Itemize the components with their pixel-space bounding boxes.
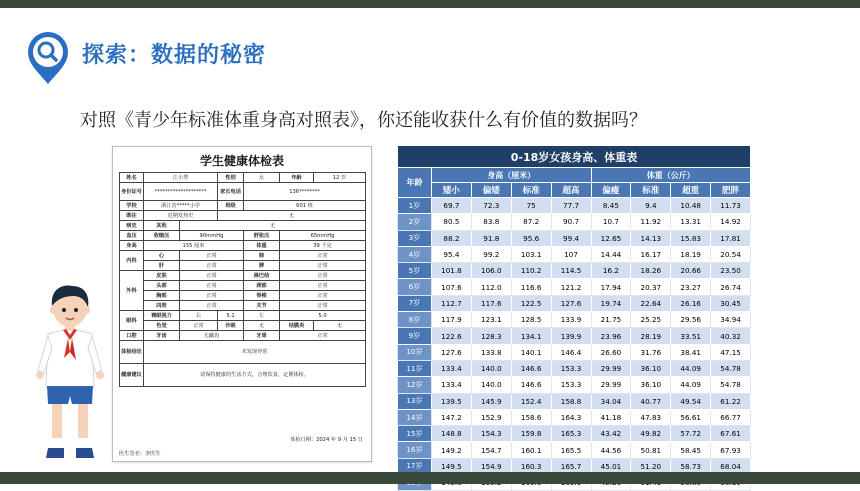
age-cell: 7岁 bbox=[398, 295, 432, 311]
top-bar bbox=[0, 0, 860, 8]
table-cell: 11.73 bbox=[711, 198, 751, 214]
table-cell: 29.99 bbox=[591, 360, 631, 376]
table-row bbox=[398, 426, 751, 442]
form-cell: 四肢 bbox=[144, 301, 180, 311]
table-cell: 26.60 bbox=[591, 344, 631, 360]
table-cell: 139.5 bbox=[432, 393, 472, 409]
table-body bbox=[398, 198, 751, 491]
table-cell: 101.8 bbox=[432, 263, 472, 279]
form-cell: 淋巴结 bbox=[244, 271, 280, 281]
table-row bbox=[398, 246, 751, 262]
table-cell: 99.4 bbox=[551, 230, 591, 246]
table-cell: 145.9 bbox=[471, 393, 511, 409]
form-cell: 右 bbox=[180, 311, 218, 321]
form-cell: 姓名 bbox=[120, 173, 144, 183]
age-cell: 6岁 bbox=[398, 279, 432, 295]
form-cell: 其他 bbox=[144, 221, 180, 231]
form-cell: 未发现异常 bbox=[144, 341, 366, 364]
table-cell: 44.09 bbox=[671, 377, 711, 393]
table-cell: 17.94 bbox=[591, 279, 631, 295]
form-cell: 601 班 bbox=[244, 201, 366, 211]
table-cell: 51.20 bbox=[631, 458, 671, 474]
form-cell: 正常 bbox=[180, 321, 218, 331]
table-cell: 25.25 bbox=[631, 312, 671, 328]
table-cell: 61.22 bbox=[711, 393, 751, 409]
table-row bbox=[398, 409, 751, 425]
form-cell: 无 bbox=[244, 321, 280, 331]
table-cell: 36.10 bbox=[631, 360, 671, 376]
table-cell: 20.54 bbox=[711, 246, 751, 262]
table-caption: 0-18岁女孩身高、体重表 bbox=[398, 146, 751, 168]
age-cell: 14岁 bbox=[398, 409, 432, 425]
table-cell: 9.4 bbox=[631, 198, 671, 214]
table-cell: 43.42 bbox=[591, 426, 631, 442]
age-cell: 3岁 bbox=[398, 230, 432, 246]
form-cell: 肺 bbox=[244, 251, 280, 261]
table-row bbox=[398, 377, 751, 393]
table-cell: 133.8 bbox=[471, 344, 511, 360]
table-cell: 8.45 bbox=[591, 198, 631, 214]
column-header: 超高 bbox=[551, 183, 591, 198]
table-cell: 50.81 bbox=[631, 442, 671, 458]
form-cell: 无 bbox=[314, 321, 366, 331]
table-cell: 47.83 bbox=[631, 409, 671, 425]
table-row bbox=[398, 344, 751, 360]
table-cell: 23.50 bbox=[711, 263, 751, 279]
form-cell: 体检结论 bbox=[120, 341, 144, 364]
form-cell: 心 bbox=[144, 251, 180, 261]
table-cell: 18.26 bbox=[631, 263, 671, 279]
table-cell: 40.32 bbox=[711, 328, 751, 344]
form-cell: 正常 bbox=[280, 261, 366, 271]
table-cell: 31.76 bbox=[631, 344, 671, 360]
table-cell: 19.74 bbox=[591, 295, 631, 311]
column-header: 偏瘦 bbox=[591, 183, 631, 198]
table-cell: 17.81 bbox=[711, 230, 751, 246]
column-header: 标准 bbox=[631, 183, 671, 198]
age-cell: 16岁 bbox=[398, 442, 432, 458]
form-cell: 颈部 bbox=[244, 281, 280, 291]
table-cell: 134.1 bbox=[511, 328, 551, 344]
form-cell: 既往 bbox=[120, 211, 144, 221]
table-cell: 127.6 bbox=[551, 295, 591, 311]
age-cell: 13岁 bbox=[398, 393, 432, 409]
form-cell: 沙眼 bbox=[218, 321, 244, 331]
exam-date: 体检日期：2024 年 9 月 15 日 bbox=[290, 437, 363, 443]
table-cell: 10.7 bbox=[591, 214, 631, 230]
table-cell: 23.96 bbox=[591, 328, 631, 344]
form-cell: 脊椎 bbox=[244, 291, 280, 301]
form-cell: 5.1 bbox=[218, 311, 244, 321]
table-cell: 99.2 bbox=[471, 246, 511, 262]
weight-group-header: 体重（公斤） bbox=[591, 168, 751, 183]
table-row bbox=[398, 230, 751, 246]
table-row bbox=[398, 328, 751, 344]
table-cell: 30.45 bbox=[711, 295, 751, 311]
form-cell: 浙江省*****小学 bbox=[144, 201, 218, 211]
form-cell: 牙齿 bbox=[144, 331, 180, 341]
table-cell: 139.9 bbox=[551, 328, 591, 344]
table-cell: 72.3 bbox=[471, 198, 511, 214]
table-cell: 146.6 bbox=[511, 360, 551, 376]
table-cell: 41.18 bbox=[591, 409, 631, 425]
table-cell: 66.77 bbox=[711, 409, 751, 425]
table-cell: 106.0 bbox=[471, 263, 511, 279]
form-cell: 5.0 bbox=[280, 311, 366, 321]
form-cell: 正常 bbox=[280, 291, 366, 301]
form-cell: 近期发热史 bbox=[144, 211, 218, 221]
table-cell: 16.2 bbox=[591, 263, 631, 279]
table-cell: 91.8 bbox=[471, 230, 511, 246]
table-cell: 112.0 bbox=[471, 279, 511, 295]
form-cell: 家长电话 bbox=[218, 183, 244, 201]
table-cell: 29.56 bbox=[671, 312, 711, 328]
table-row bbox=[398, 360, 751, 376]
form-cell: 正常 bbox=[180, 271, 244, 281]
age-cell: 10岁 bbox=[398, 344, 432, 360]
table-cell: 133.9 bbox=[551, 312, 591, 328]
form-cell: 无龋齿 bbox=[180, 331, 244, 341]
table-cell: 22.64 bbox=[631, 295, 671, 311]
column-header: 偏矮 bbox=[471, 183, 511, 198]
age-cell: 5岁 bbox=[398, 263, 432, 279]
form-cell: 头部 bbox=[144, 281, 180, 291]
table-cell: 116.6 bbox=[511, 279, 551, 295]
table-cell: 29.99 bbox=[591, 377, 631, 393]
table-cell: 87.2 bbox=[511, 214, 551, 230]
form-cell: 血压 bbox=[120, 231, 144, 241]
table-cell: 140.0 bbox=[471, 360, 511, 376]
form-cell: 体重 bbox=[244, 241, 280, 251]
table-cell: 90.7 bbox=[551, 214, 591, 230]
table-cell: 122.5 bbox=[511, 295, 551, 311]
form-cell: 关节 bbox=[244, 301, 280, 311]
table-cell: 40.77 bbox=[631, 393, 671, 409]
form-cell: 病史 bbox=[120, 221, 144, 231]
page-title: 探索：数据的秘密 bbox=[82, 43, 267, 68]
table-cell: 54.78 bbox=[711, 377, 751, 393]
table-row bbox=[398, 295, 751, 311]
form-cell: 胸部 bbox=[144, 291, 180, 301]
table-cell: 153.3 bbox=[551, 360, 591, 376]
table-cell: 28.19 bbox=[631, 328, 671, 344]
table-cell: 16.17 bbox=[631, 246, 671, 262]
table-cell: 58.73 bbox=[671, 458, 711, 474]
table-cell: 158.8 bbox=[551, 393, 591, 409]
table-cell: 122.6 bbox=[432, 328, 472, 344]
age-cell: 8岁 bbox=[398, 312, 432, 328]
table-row bbox=[398, 214, 751, 230]
table-cell: 12.65 bbox=[591, 230, 631, 246]
table-cell: 10.48 bbox=[671, 198, 711, 214]
table-cell: 110.2 bbox=[511, 263, 551, 279]
table-cell: 107 bbox=[551, 246, 591, 262]
table-cell: 114.5 bbox=[551, 263, 591, 279]
table-cell: 121.2 bbox=[551, 279, 591, 295]
table-cell: 165.7 bbox=[551, 458, 591, 474]
table-cell: 117.6 bbox=[471, 295, 511, 311]
table-cell: 14.44 bbox=[591, 246, 631, 262]
form-cell: 眼科 bbox=[120, 311, 144, 331]
form-cell: 裸眼视力 bbox=[144, 311, 180, 321]
form-cell: 舒张压 bbox=[244, 231, 280, 241]
age-cell: 15岁 bbox=[398, 426, 432, 442]
table-cell: 18.19 bbox=[671, 246, 711, 262]
age-cell: 11岁 bbox=[398, 360, 432, 376]
age-cell: 17岁 bbox=[398, 458, 432, 474]
table-cell: 103.1 bbox=[511, 246, 551, 262]
column-header: 超重 bbox=[671, 183, 711, 198]
table-cell: 14.92 bbox=[711, 214, 751, 230]
form-cell: 90mmHg bbox=[180, 231, 244, 241]
table-cell: 68.04 bbox=[711, 458, 751, 474]
student-illustration bbox=[30, 278, 110, 466]
table-cell: 154.9 bbox=[471, 458, 511, 474]
form-cell: 脾 bbox=[244, 261, 280, 271]
form-cell: 正常 bbox=[180, 261, 244, 271]
form-cell: 江小慧 bbox=[144, 173, 218, 183]
table-cell: 95.4 bbox=[432, 246, 472, 262]
table-row bbox=[398, 393, 751, 409]
table-cell: 165.5 bbox=[551, 442, 591, 458]
column-header: 肥胖 bbox=[711, 183, 751, 198]
table-cell: 158.6 bbox=[511, 409, 551, 425]
form-cell: 136******** bbox=[244, 183, 366, 201]
form-cell: 结膜炎 bbox=[280, 321, 314, 331]
table-row bbox=[398, 279, 751, 295]
table-cell: 26.16 bbox=[671, 295, 711, 311]
form-cell: 肝 bbox=[144, 261, 180, 271]
form-table bbox=[119, 172, 366, 387]
table-cell: 26.74 bbox=[711, 279, 751, 295]
table-cell: 127.6 bbox=[432, 344, 472, 360]
table-cell: 47.15 bbox=[711, 344, 751, 360]
table-cell: 149.2 bbox=[432, 442, 472, 458]
table-cell: 153.3 bbox=[551, 377, 591, 393]
form-cell: 正常 bbox=[280, 281, 366, 291]
table-cell: 133.4 bbox=[432, 377, 472, 393]
table-cell: 112.7 bbox=[432, 295, 472, 311]
form-cell: 正常 bbox=[280, 331, 366, 341]
table-cell: 67.93 bbox=[711, 442, 751, 458]
table-cell: 88.2 bbox=[432, 230, 472, 246]
form-cell: 性别 bbox=[218, 173, 244, 183]
form-cell: 牙周 bbox=[244, 331, 280, 341]
age-header: 年龄 bbox=[398, 168, 432, 198]
table-cell: 165.3 bbox=[551, 426, 591, 442]
table-cell: 34.04 bbox=[591, 393, 631, 409]
table-cell: 107.6 bbox=[432, 279, 472, 295]
table-cell: 123.1 bbox=[471, 312, 511, 328]
table-cell: 23.27 bbox=[671, 279, 711, 295]
table-cell: 146.6 bbox=[511, 377, 551, 393]
table-cell: 15.83 bbox=[671, 230, 711, 246]
table-cell: 149.5 bbox=[432, 458, 472, 474]
form-cell: 正常 bbox=[280, 271, 366, 281]
table-cell: 38.41 bbox=[671, 344, 711, 360]
height-group-header: 身高（厘米） bbox=[432, 168, 592, 183]
table-cell: 57.72 bbox=[671, 426, 711, 442]
table-cell: 83.8 bbox=[471, 214, 511, 230]
table-row bbox=[398, 442, 751, 458]
table-cell: 45.01 bbox=[591, 458, 631, 474]
table-cell: 154.7 bbox=[471, 442, 511, 458]
question-text: 对照《青少年标准体重身高对照表》，你还能收获什么有价值的数据吗？ bbox=[80, 110, 647, 131]
table-cell: 20.37 bbox=[631, 279, 671, 295]
table-cell: 67.61 bbox=[711, 426, 751, 442]
table-cell: 128.5 bbox=[511, 312, 551, 328]
form-cell: 年龄 bbox=[280, 173, 314, 183]
table-cell: 148.8 bbox=[432, 426, 472, 442]
form-cell: 皮肤 bbox=[144, 271, 180, 281]
table-cell: 147.2 bbox=[432, 409, 472, 425]
form-cell: 无 bbox=[180, 221, 366, 231]
column-header: 矮小 bbox=[432, 183, 472, 198]
form-cell: 正常 bbox=[280, 251, 366, 261]
form-cell: 内科 bbox=[120, 251, 144, 271]
table-cell: 58.45 bbox=[671, 442, 711, 458]
table-cell: 44.56 bbox=[591, 442, 631, 458]
table-cell: 159.8 bbox=[511, 426, 551, 442]
table-cell: 140.0 bbox=[471, 377, 511, 393]
form-cell: ******************** bbox=[144, 183, 218, 201]
age-cell: 12岁 bbox=[398, 377, 432, 393]
form-cell: 正常 bbox=[180, 281, 244, 291]
table-cell: 80.5 bbox=[432, 214, 472, 230]
form-cell: 请保持健康的生活方式，合理饮食，定期体检。 bbox=[144, 364, 366, 387]
form-cell: 65mmHg bbox=[280, 231, 366, 241]
form-cell: 正常 bbox=[180, 291, 244, 301]
form-cell: 外科 bbox=[120, 271, 144, 311]
form-cell: 正常 bbox=[180, 301, 244, 311]
form-cell: 班级 bbox=[218, 201, 244, 211]
doctor-signature: 医生签名：李医生 bbox=[119, 451, 161, 457]
form-cell: 左 bbox=[244, 311, 280, 321]
table-cell: 14.13 bbox=[631, 230, 671, 246]
table-row bbox=[398, 312, 751, 328]
form-title: 学生健康体检表 bbox=[199, 154, 284, 168]
table-cell: 21.75 bbox=[591, 312, 631, 328]
form-cell: 身高 bbox=[120, 241, 144, 251]
table-cell: 20.66 bbox=[671, 263, 711, 279]
form-cell: 身份证号 bbox=[120, 183, 144, 201]
table-cell: 146.4 bbox=[551, 344, 591, 360]
table-cell: 95.6 bbox=[511, 230, 551, 246]
table-row bbox=[398, 198, 751, 214]
table-cell: 44.09 bbox=[671, 360, 711, 376]
form-cell: 155 厘米 bbox=[144, 241, 244, 251]
table-cell: 69.7 bbox=[432, 198, 472, 214]
table-cell: 77.7 bbox=[551, 198, 591, 214]
form-cell: 正常 bbox=[180, 251, 244, 261]
form-cell: 正常 bbox=[280, 301, 366, 311]
table-cell: 160.1 bbox=[511, 442, 551, 458]
table-cell: 11.92 bbox=[631, 214, 671, 230]
table-cell: 140.1 bbox=[511, 344, 551, 360]
table-cell: 160.3 bbox=[511, 458, 551, 474]
table-cell: 154.3 bbox=[471, 426, 511, 442]
age-cell: 4岁 bbox=[398, 246, 432, 262]
height-weight-table bbox=[397, 145, 751, 471]
form-cell: 无 bbox=[218, 211, 366, 221]
age-cell: 1岁 bbox=[398, 198, 432, 214]
table-cell: 49.54 bbox=[671, 393, 711, 409]
table-cell: 128.3 bbox=[471, 328, 511, 344]
search-icon bbox=[24, 30, 72, 86]
table-cell: 34.94 bbox=[711, 312, 751, 328]
form-cell: 色觉 bbox=[144, 321, 180, 331]
table-row bbox=[398, 263, 751, 279]
table-cell: 117.9 bbox=[432, 312, 472, 328]
form-cell: 12 岁 bbox=[314, 173, 366, 183]
form-cell: 口腔 bbox=[120, 331, 144, 341]
table-cell: 36.10 bbox=[631, 377, 671, 393]
health-check-form bbox=[112, 146, 372, 462]
form-cell: 学校 bbox=[120, 201, 144, 211]
column-header: 标准 bbox=[511, 183, 551, 198]
table-cell: 152.9 bbox=[471, 409, 511, 425]
form-cell: 39 千克 bbox=[280, 241, 366, 251]
form-cell: 女 bbox=[244, 173, 280, 183]
table-cell: 13.31 bbox=[671, 214, 711, 230]
table-cell: 164.3 bbox=[551, 409, 591, 425]
table-cell: 49.82 bbox=[631, 426, 671, 442]
bottom-bar bbox=[0, 472, 860, 484]
table-cell: 33.51 bbox=[671, 328, 711, 344]
table-cell: 54.78 bbox=[711, 360, 751, 376]
form-cell: 收缩压 bbox=[144, 231, 180, 241]
table-cell: 133.4 bbox=[432, 360, 472, 376]
table-cell: 56.61 bbox=[671, 409, 711, 425]
age-cell: 2岁 bbox=[398, 214, 432, 230]
table-cell: 152.4 bbox=[511, 393, 551, 409]
form-cell: 健康建议 bbox=[120, 364, 144, 387]
age-cell: 9岁 bbox=[398, 328, 432, 344]
table-cell: 75 bbox=[511, 198, 551, 214]
